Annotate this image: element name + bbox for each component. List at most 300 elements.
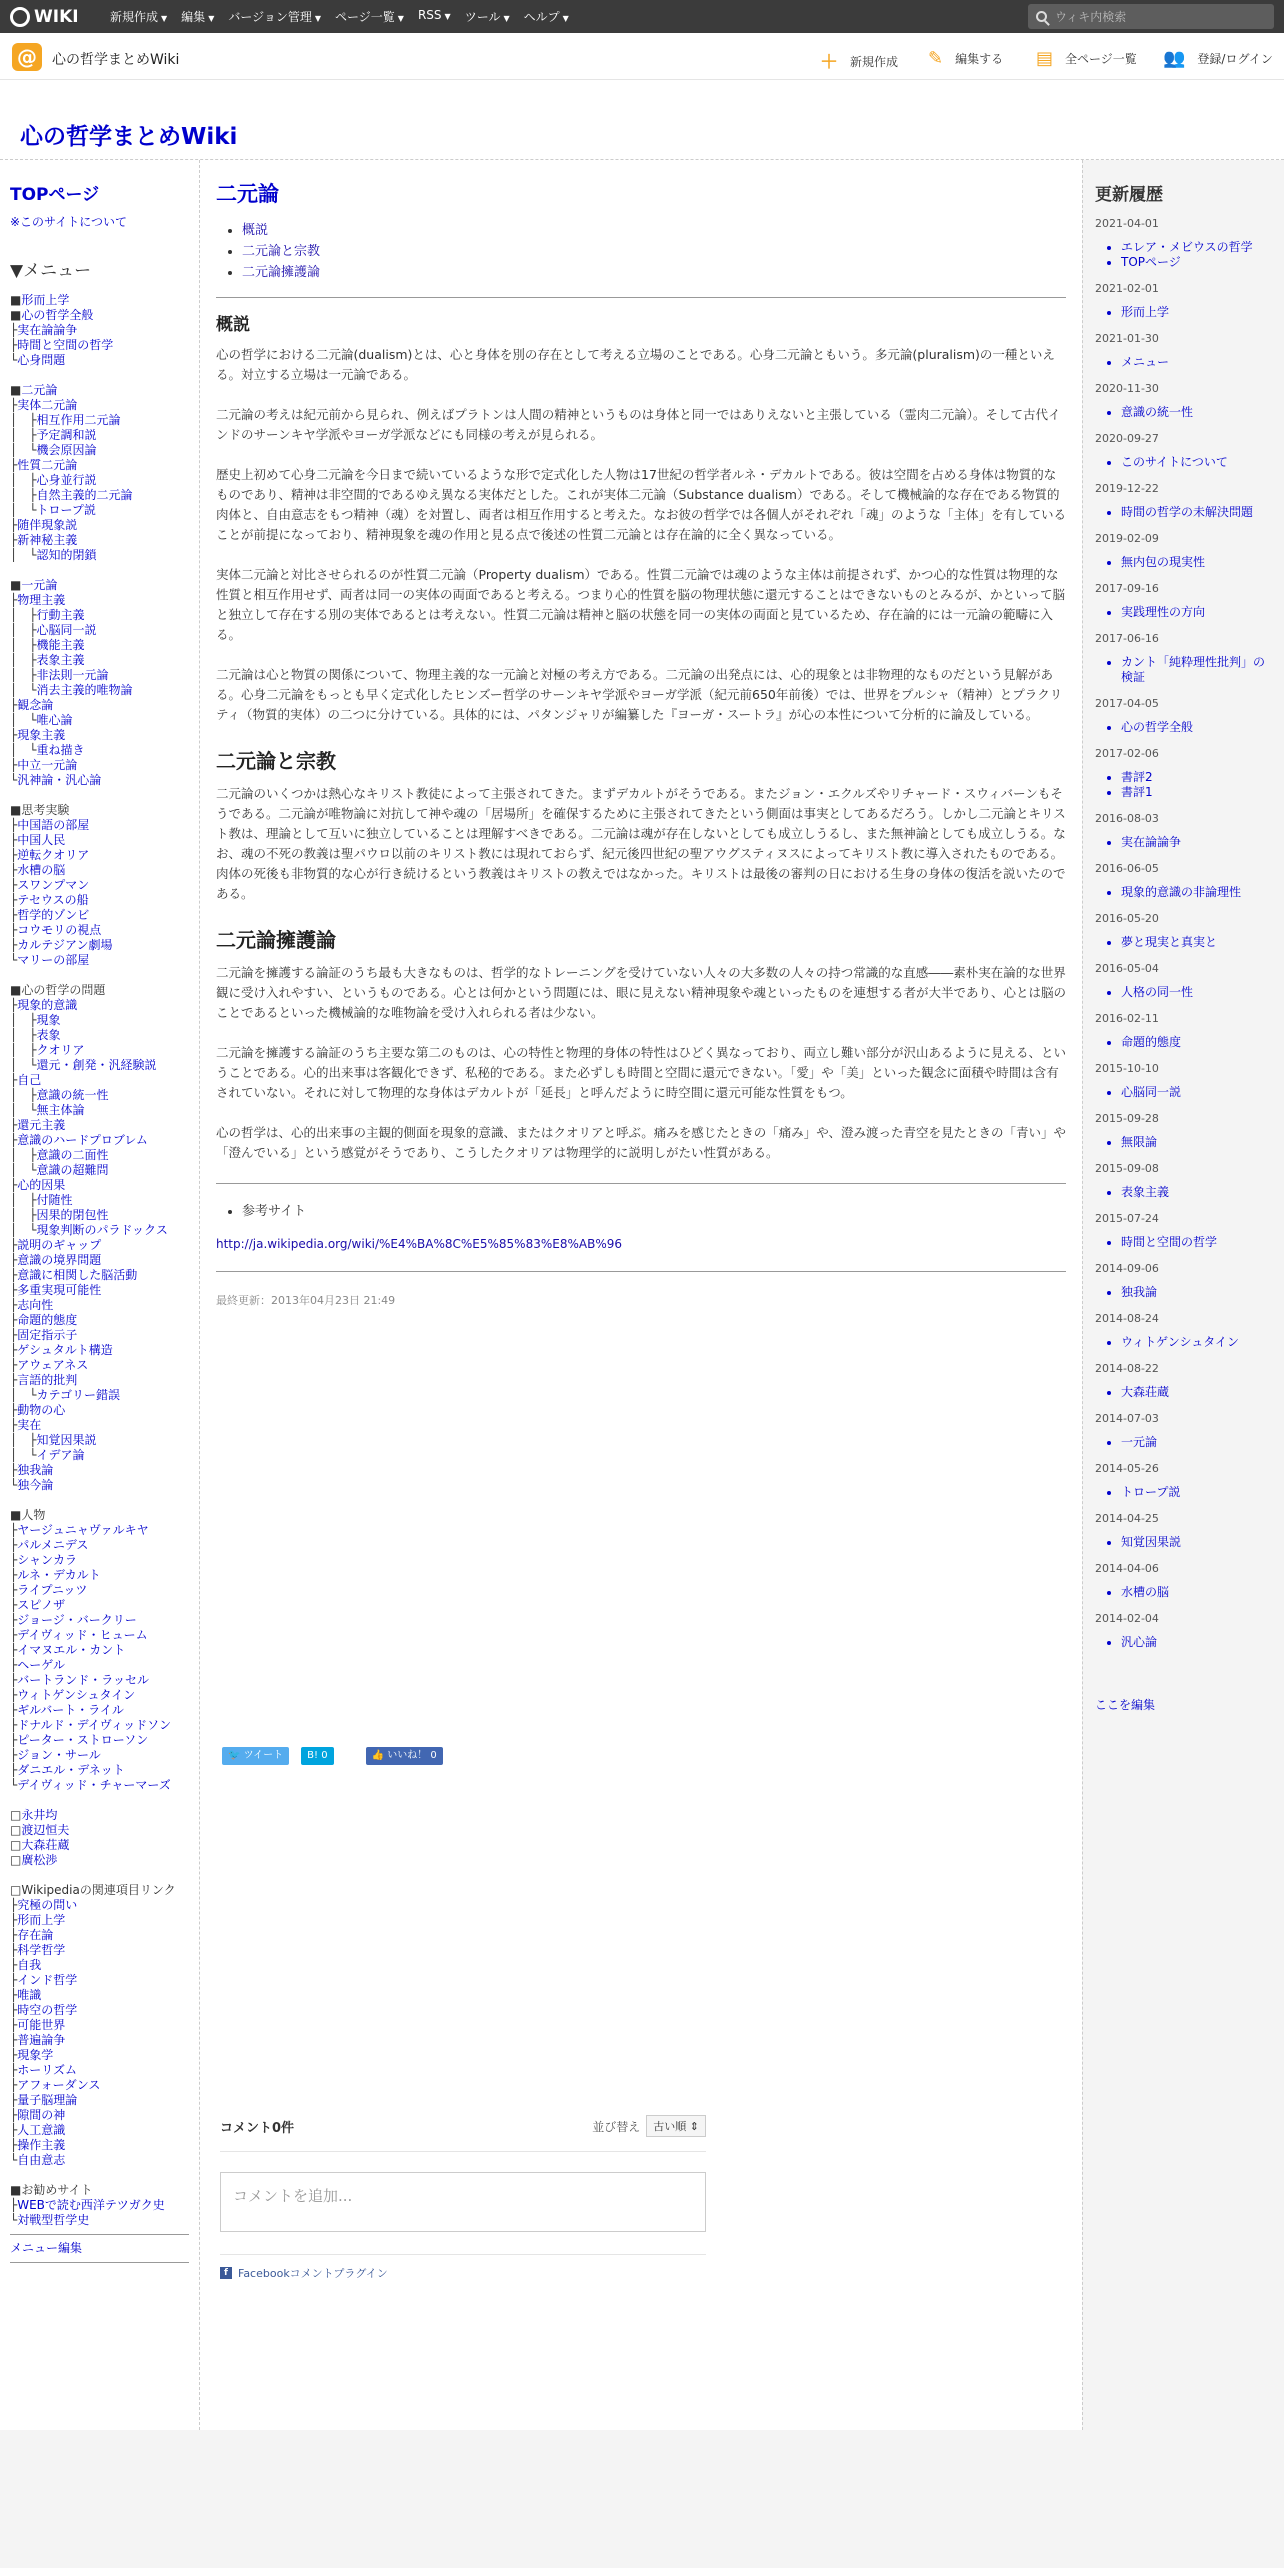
menu-edit-link[interactable]: メニュー編集	[10, 2241, 83, 2255]
menu-link[interactable]: 操作主義	[17, 2138, 66, 2152]
toc-item[interactable]: • 概説	[242, 220, 1066, 241]
dropdown-arrow-icon: ▼	[503, 14, 510, 23]
update-list	[1095, 1635, 1272, 1650]
menu-link[interactable]: 現象	[36, 1013, 61, 1027]
menu-link[interactable]: 現象判断のパラドックス	[36, 1223, 168, 1237]
menu-link[interactable]: 独今論	[17, 1478, 54, 1492]
update-link[interactable]: • トロープ説	[1121, 1485, 1272, 1500]
wiki-subbar	[0, 33, 1284, 80]
menu-tree-label: ├	[10, 1763, 18, 1777]
menu-link[interactable]: デイヴィッド・ヒューム	[17, 1628, 148, 1642]
menu-link[interactable]: 自由意志	[17, 2153, 66, 2167]
menu-link[interactable]: パルメニデス	[17, 1538, 89, 1552]
search-icon	[1036, 11, 1047, 22]
menu-link[interactable]: 知覚因果説	[36, 1433, 97, 1447]
menu-link[interactable]: 心の哲学全般	[21, 308, 94, 322]
menu-link[interactable]: 形而上学	[17, 1913, 66, 1927]
menu-tree-label: ├	[10, 1313, 18, 1327]
menu-tree-label: │ ├	[10, 1433, 37, 1447]
menu-tree-label: ├	[10, 1238, 18, 1252]
menu-tree-label: ├	[10, 1553, 18, 1567]
menu-link[interactable]: 永井均	[21, 1808, 58, 1822]
menu-tree-label: │ └	[10, 743, 37, 757]
menu-tree-label: ├	[10, 1598, 18, 1612]
update-link[interactable]: • 無限論	[1121, 1135, 1272, 1150]
menu-tree-label: ├	[10, 1928, 18, 1942]
menu-tree-row	[10, 1433, 189, 1448]
menu-link[interactable]: 哲学的ゾンビ	[17, 908, 90, 922]
update-link[interactable]: • 汎心論	[1121, 1635, 1272, 1650]
comment-input[interactable]: コメントを追加...	[220, 2172, 706, 2232]
update-link[interactable]: • メニュー	[1121, 355, 1272, 370]
menu-link[interactable]: 実在論論争	[17, 323, 78, 337]
menu-tree-row	[10, 1868, 189, 1883]
menu-tree-row	[10, 1958, 189, 1973]
edit-page-button[interactable]: ✎ 編集する	[928, 48, 1004, 69]
menu-tree-row	[10, 2003, 189, 2018]
menu-tree-label: └	[10, 2153, 18, 2167]
menu-link[interactable]: WEBで読む西洋テツガク史	[17, 2198, 165, 2212]
menu-link[interactable]: 量子脳理論	[17, 2093, 78, 2107]
menu-tree-row	[10, 1028, 189, 1043]
sort-arrows-icon: ⇕	[689, 2120, 699, 2133]
menu-link[interactable]: 大森荘蔵	[21, 1838, 70, 1852]
update-link[interactable]: • 知覚因果説	[1121, 1535, 1272, 1550]
page-title: 二元論	[216, 182, 279, 206]
menu-tree-label: │ └	[10, 713, 37, 727]
top-menu-1[interactable]: 編集 ▼	[181, 10, 215, 24]
update-link[interactable]: • 書評2	[1121, 770, 1272, 785]
right-sidebar	[1082, 160, 1284, 2430]
menu-link[interactable]: シャンカラ	[17, 1553, 77, 1567]
menu-tree-row	[10, 728, 189, 743]
update-date: 2014-04-06	[1095, 1562, 1159, 1575]
menu-link[interactable]: アフォーダンス	[17, 2078, 101, 2092]
menu-tree-row	[10, 1313, 189, 1328]
menu-link[interactable]: 表象	[36, 1028, 61, 1042]
menu-tree-row	[10, 1943, 189, 1958]
menu-link[interactable]: 随伴現象説	[17, 518, 78, 532]
menu-tree-label: │ ├	[10, 638, 37, 652]
menu-tree-label: ├	[10, 1358, 18, 1372]
menu-tree-row	[10, 2213, 189, 2228]
menu-link[interactable]: 新神秘主義	[17, 533, 78, 547]
update-link[interactable]: • 一元論	[1121, 1435, 1272, 1450]
menu-link[interactable]: 命題的態度	[17, 1313, 78, 1327]
menu-link[interactable]: 非法則一元論	[36, 668, 109, 682]
menu-link[interactable]: 動物の心	[17, 1403, 66, 1417]
menu-link[interactable]: 因果的閉包性	[36, 1208, 109, 1222]
menu-tree-row	[10, 1328, 189, 1343]
menu-tree-row	[10, 818, 189, 833]
menu-link[interactable]: ライプニッツ	[17, 1583, 88, 1597]
menu-link[interactable]: コウモリの視点	[17, 923, 102, 937]
all-pages-button[interactable]: ▤ 全ページ一覧	[1036, 48, 1137, 69]
menu-tree-label: ├	[10, 1073, 18, 1087]
menu-link[interactable]: 形而上学	[21, 293, 70, 307]
facebook-like-button[interactable]: 👍 いいね！ 0	[366, 1747, 443, 1765]
update-list	[1095, 1385, 1272, 1400]
update-link[interactable]: • 水槽の脳	[1121, 1585, 1272, 1600]
menu-tree-label: ├	[10, 1463, 18, 1477]
menu-link[interactable]: 中立一元論	[17, 758, 78, 772]
menu-link[interactable]: 人工意識	[17, 2123, 66, 2137]
update-date: 2016-08-03	[1095, 812, 1159, 825]
recent-updates-heading: 更新履歴	[1095, 185, 1163, 205]
dropdown-arrow-icon: ▼	[208, 14, 215, 23]
update-list	[1095, 605, 1272, 620]
update-link[interactable]: • 独我論	[1121, 1285, 1272, 1300]
menu-link[interactable]: 存在論	[17, 1928, 54, 1942]
reference-list	[216, 1200, 1066, 1219]
section-heading: 二元論と宗教	[216, 749, 336, 773]
update-list	[1095, 1585, 1272, 1600]
edit-sidebar-link[interactable]: ここを編集	[1095, 1698, 1156, 1712]
dropdown-arrow-icon: ▼	[314, 14, 322, 23]
menu-link[interactable]: ゲシュタルト構造	[17, 1343, 113, 1357]
menu-tree-row	[10, 1838, 189, 1853]
menu-tree-row	[10, 1883, 189, 1898]
update-list	[1095, 720, 1272, 735]
update-link[interactable]: • カント「純粋理性批判」の検証	[1121, 655, 1272, 685]
menu-link[interactable]: アウェアネス	[17, 1358, 89, 1372]
menu-tree-label: └	[10, 1478, 18, 1492]
menu-link[interactable]: 究極の問い	[17, 1898, 78, 1912]
top-menu-4[interactable]: RSS ▼	[417, 8, 451, 22]
toc-item[interactable]: • 二元論擁護論	[242, 262, 1066, 283]
update-link[interactable]: • 形而上学	[1121, 305, 1272, 320]
dropdown-arrow-icon: ▼	[397, 14, 404, 23]
update-list	[1095, 885, 1272, 900]
menu-tree-row	[10, 1448, 189, 1463]
menu-tree-label: │ └	[10, 443, 37, 457]
menu-link[interactable]: 現象的意識	[17, 998, 78, 1012]
menu-link[interactable]: 表象主義	[36, 653, 85, 667]
menu-link[interactable]: 隙間の神	[17, 2108, 66, 2122]
update-date: 2014-07-03	[1095, 1412, 1159, 1425]
menu-link[interactable]: 還元・創発・汎経験説	[36, 1058, 157, 1072]
menu-link[interactable]: 行動主義	[36, 608, 85, 622]
menu-tree-row	[10, 833, 189, 848]
menu-link[interactable]: 観念論	[17, 698, 54, 712]
menu-tree-label: │ ├	[10, 1013, 37, 1027]
menu-tree-label: ├	[10, 1373, 18, 1387]
menu-link[interactable]: 中国人民	[17, 833, 66, 847]
menu-link[interactable]: 時間と空間の哲学	[17, 338, 114, 352]
menu-link[interactable]: 意識の統一性	[36, 1088, 109, 1102]
menu-link[interactable]: 時空の哲学	[17, 2003, 78, 2017]
new-page-button[interactable]: ＋ 新規作成	[820, 48, 898, 74]
left-sidebar	[0, 160, 200, 2430]
menu-link[interactable]: 言語的批判	[17, 1373, 78, 1387]
menu-link[interactable]: 付随性	[36, 1193, 73, 1207]
menu-link[interactable]: 相互作用二元論	[36, 413, 121, 427]
menu-tree-label: ├	[10, 1718, 18, 1732]
menu-heading: ▼メニュー	[10, 261, 92, 281]
search-input[interactable]: ウィキ内検索	[1028, 4, 1274, 29]
menu-link[interactable]: ダニエル・デネット	[17, 1763, 125, 1777]
menu-link[interactable]: ジョージ・バークリー	[17, 1613, 137, 1627]
section-paragraph: 二元論のいくつかは熱心なキリスト教徒によって主張されてきた。まずデカルトがそうである。またジョン・エクルズやリチャード・スウィバーンもそうである。二元論が唯物論に対抗して神や魂の「居場所」を確保するために主張されてきたという側面は事実としてあるだろう。しかし二元論とキリスト教は、理論として互いに独立していることは理解すべきである。二元論は魂が存在しないとしても成立しうるし、また無神論としても成立しうる。なお、魂の不死の教義は聖パウロ以前のキリスト教には現れておらず、紀元後四世紀の聖アウグスティヌスによってキリスト教に導入されたものである。肉体の死後も非物質的な心が行き続けるという教義はキリストの教えではなかった。キリストは最後の審判の日における生身の身体の復活を説いたのである。	[216, 786, 1066, 901]
update-list	[1095, 1235, 1272, 1250]
update-date: 2017-04-05	[1095, 697, 1159, 710]
menu-tree-label: ■	[10, 578, 22, 592]
menu-link[interactable]: 意識の超難問	[36, 1163, 109, 1177]
menu-tree-label: ├	[10, 893, 18, 907]
menu-link[interactable]: 多重実現可能性	[17, 1283, 102, 1297]
top-menu-6[interactable]: ヘルプ ▼	[523, 10, 569, 24]
menu-link[interactable]: 可能世界	[17, 2018, 66, 2032]
menu-tree-row	[10, 1538, 189, 1553]
site-logo-icon[interactable]: @	[12, 43, 42, 71]
menu-link[interactable]: ヤージュニャヴァルキヤ	[17, 1523, 149, 1537]
menu-link[interactable]: 志向性	[17, 1298, 54, 1312]
update-link[interactable]: • 心脳同一説	[1121, 1085, 1272, 1100]
toc-item[interactable]: • 二元論と宗教	[242, 241, 1066, 262]
update-link[interactable]: • 無内包の現実性	[1121, 555, 1272, 570]
menu-tree-label: ├	[10, 1643, 18, 1657]
menu-tree-label: ├	[10, 2138, 18, 2152]
menu-tree-row	[10, 788, 189, 803]
update-list	[1095, 505, 1272, 520]
update-link[interactable]: • 時間の哲学の未解決問題	[1121, 505, 1272, 520]
update-link[interactable]: • 実在論論争	[1121, 835, 1272, 850]
menu-tree-row	[10, 398, 189, 413]
update-date: 2016-05-04	[1095, 962, 1159, 975]
update-link[interactable]: • ウィトゲンシュタイン	[1121, 1335, 1272, 1350]
menu-tree-row	[10, 653, 189, 668]
update-date: 2020-11-30	[1095, 382, 1159, 395]
update-link[interactable]: • 書評1	[1121, 785, 1272, 800]
update-date: 2017-06-16	[1095, 632, 1159, 645]
menu-tree-label: └	[10, 2213, 18, 2227]
menu-link[interactable]: 実体二元論	[17, 398, 78, 412]
update-date: 2015-10-10	[1095, 1062, 1159, 1075]
menu-link[interactable]: 還元主義	[17, 1118, 66, 1132]
menu-link[interactable]: 心的因果	[17, 1178, 66, 1192]
menu-link[interactable]: カルテジアン劇場	[17, 938, 113, 952]
update-date: 2014-09-06	[1095, 1262, 1159, 1275]
update-link[interactable]: • 夢と現実と真実と	[1121, 935, 1272, 950]
menu-tree-row	[10, 1598, 189, 1613]
menu-link[interactable]: 機能主義	[36, 638, 85, 652]
menu-link[interactable]: スワンプマン	[17, 878, 90, 892]
menu-link[interactable]: 実在	[17, 1418, 42, 1432]
top-menu-3[interactable]: ページ一覧 ▼	[335, 10, 404, 24]
menu-tree-label: ├	[10, 1133, 18, 1147]
menu-link[interactable]: クオリア	[36, 1043, 85, 1057]
menu-link[interactable]: 自然主義的二元論	[36, 488, 133, 502]
menu-link[interactable]: 機会原因論	[36, 443, 97, 457]
menu-tree-row	[10, 1658, 189, 1673]
about-site-link[interactable]: ※このサイトについて	[10, 215, 127, 229]
menu-tree-label: ├	[10, 833, 18, 847]
menu-link[interactable]: ピーター・ストローソン	[17, 1733, 149, 1747]
menu-link[interactable]: 認知的閉鎖	[36, 548, 97, 562]
top-menu-2[interactable]: バージョン管理 ▼	[228, 10, 322, 24]
menu-link[interactable]: ヘーゲル	[17, 1658, 65, 1672]
menu-tree-label: ├	[10, 2198, 18, 2212]
menu-tree-row	[10, 2123, 189, 2138]
menu-tree-label: ├	[10, 1973, 18, 1987]
menu-tree-row	[10, 353, 189, 368]
menu-link[interactable]: ホーリズム	[17, 2063, 77, 2077]
update-link[interactable]: • エレア・メビウスの哲学	[1121, 240, 1272, 255]
menu-link[interactable]: 性質二元論	[17, 458, 78, 472]
reference-url-link[interactable]: http://ja.wikipedia.org/wiki/%E4%BA%8C%E5%85%83%E8%AB%96	[216, 1237, 622, 1251]
wiki-logo[interactable]: WIKI	[0, 0, 96, 33]
facebook-comments	[220, 2111, 706, 2281]
menu-link[interactable]: 自我	[17, 1958, 42, 1972]
site-name[interactable]: 心の哲学まとめWiki	[52, 52, 180, 68]
menu-tree-label: ├	[10, 533, 18, 547]
menu-link[interactable]: 廣松渉	[21, 1853, 58, 1867]
menu-link[interactable]: ルネ・デカルト	[17, 1568, 101, 1582]
table-of-contents	[216, 220, 1066, 283]
thumbs-up-icon: 👍	[371, 1750, 385, 1761]
menu-link[interactable]: 科学哲学	[17, 1943, 66, 1957]
update-link[interactable]: • 命題的態度	[1121, 1035, 1272, 1050]
menu-link[interactable]: テセウスの船	[17, 893, 89, 907]
top-page-link[interactable]: TOPページ	[10, 185, 100, 205]
menu-link[interactable]: 二元論	[21, 383, 58, 397]
menu-link[interactable]: 心身並行説	[36, 473, 97, 487]
menu-link[interactable]: インド哲学	[17, 1973, 78, 1987]
menu-link[interactable]: 普遍論争	[17, 2033, 66, 2047]
login-button[interactable]: 👥 登録/ログイン	[1163, 48, 1273, 69]
update-link[interactable]: • 実践理性の方向	[1121, 605, 1272, 620]
menu-tree-row	[10, 1238, 189, 1253]
menu-link[interactable]: 心身問題	[17, 353, 66, 367]
menu-link[interactable]: 水槽の脳	[17, 863, 66, 877]
menu-link[interactable]: 意識の境界問題	[17, 1253, 102, 1267]
menu-link[interactable]: 自己	[17, 1073, 42, 1087]
update-date: 2019-02-09	[1095, 532, 1159, 545]
menu-link[interactable]: 無主体論	[36, 1103, 85, 1117]
update-list	[1095, 1285, 1272, 1300]
menu-link[interactable]: デイヴィッド・チャーマーズ	[17, 1778, 171, 1792]
update-link[interactable]: • 人格の同一性	[1121, 985, 1272, 1000]
menu-tree-row	[10, 1643, 189, 1658]
twitter-icon: 🐦	[228, 1750, 241, 1761]
site-title-link[interactable]: 心の哲学まとめWiki	[20, 124, 238, 150]
menu-tree-label: □Wikipediaの関連項目リンク	[10, 1883, 176, 1897]
menu-tree-row	[10, 2078, 189, 2093]
menu-link[interactable]: 消去主義的唯物論	[36, 683, 133, 697]
menu-tree-row	[10, 1253, 189, 1268]
tweet-button[interactable]: 🐦 ツイート	[222, 1747, 289, 1765]
menu-tree-row	[10, 908, 189, 923]
top-menu-5[interactable]: ツール ▼	[464, 10, 510, 24]
menu-link[interactable]: イマヌエル・カント	[17, 1643, 126, 1657]
menu-link[interactable]: 独我論	[17, 1463, 54, 1477]
menu-link[interactable]: 中国語の部屋	[17, 818, 90, 832]
menu-link[interactable]: 重ね描き	[36, 743, 85, 757]
menu-link[interactable]: 心脳同一説	[36, 623, 97, 637]
menu-tree-label: ├	[10, 1268, 18, 1282]
update-link[interactable]: • 大森荘蔵	[1121, 1385, 1272, 1400]
menu-link[interactable]: ジョン・サール	[17, 1748, 101, 1762]
menu-link[interactable]: 対戦型哲学史	[17, 2213, 90, 2227]
menu-link[interactable]: 渡辺恒夫	[21, 1823, 70, 1837]
menu-link[interactable]: 意識の二面性	[36, 1148, 109, 1162]
menu-link[interactable]: ギルバート・ライル	[17, 1703, 124, 1717]
menu-tree-label: ■心の哲学の問題	[10, 983, 106, 997]
menu-link[interactable]: 説明のギャップ	[17, 1238, 102, 1252]
update-list	[1095, 405, 1272, 420]
top-menu-0[interactable]: 新規作成 ▼	[110, 10, 168, 24]
menu-link[interactable]: 唯識	[17, 1988, 42, 2002]
menu-link[interactable]: 固定指示子	[17, 1328, 78, 1342]
update-link[interactable]: • TOPページ	[1121, 255, 1272, 270]
menu-tree-row	[10, 1703, 189, 1718]
facebook-icon: f	[220, 2267, 232, 2279]
update-list	[1095, 770, 1272, 800]
menu-tree-label: ■人物	[10, 1508, 46, 1522]
update-link[interactable]: • 心の哲学全般	[1121, 720, 1272, 735]
menu-link[interactable]: 物理主義	[17, 593, 66, 607]
menu-tree-row	[10, 1568, 189, 1583]
menu-tree-row	[10, 983, 189, 998]
update-date: 2017-02-06	[1095, 747, 1159, 760]
menu-link[interactable]: カテゴリー錯誤	[36, 1388, 120, 1402]
menu-link[interactable]: 逆転クオリア	[17, 848, 90, 862]
sort-select[interactable]: 古い順 ⇕	[646, 2115, 706, 2137]
menu-tree-label: └	[10, 953, 18, 967]
menu-link[interactable]: 予定調和説	[36, 428, 97, 442]
menu-link[interactable]: 一元論	[21, 578, 58, 592]
update-link[interactable]: • このサイトについて	[1121, 455, 1272, 470]
menu-tree-row	[10, 938, 189, 953]
menu-tree-row	[10, 2198, 189, 2213]
menu-tree-row	[10, 758, 189, 773]
update-list	[1095, 985, 1272, 1000]
menu-link[interactable]: 現象学	[17, 2048, 54, 2062]
menu-link[interactable]: 汎神論・汎心論	[17, 773, 102, 787]
menu-tree-row	[10, 1058, 189, 1073]
menu-link[interactable]: イデア論	[36, 1448, 85, 1462]
update-link[interactable]: • 表象主義	[1121, 1185, 1272, 1200]
menu-tree-row	[10, 668, 189, 683]
menu-link[interactable]: 意識に相関した脳活動	[17, 1268, 138, 1282]
menu-link[interactable]: バートランド・ラッセル	[17, 1673, 149, 1687]
menu-tree-row	[10, 578, 189, 593]
menu-link[interactable]: 意識のハードプロブレム	[17, 1133, 148, 1147]
menu-tree-row	[10, 1583, 189, 1598]
update-link[interactable]: • 意識の統一性	[1121, 405, 1272, 420]
menu-tree-row	[10, 1673, 189, 1688]
update-list	[1095, 305, 1272, 320]
menu-link[interactable]: トロープ説	[36, 503, 96, 517]
menu-link[interactable]: 現象主義	[17, 728, 66, 742]
menu-tree-label: ├	[10, 923, 18, 937]
menu-tree-label: ├	[10, 758, 18, 772]
menu-tree-label: ├	[10, 1523, 18, 1537]
facebook-plugin-link[interactable]: f Facebookコメントプラグイン	[220, 2265, 706, 2281]
menu-link[interactable]: 唯心論	[36, 713, 73, 727]
update-link[interactable]: • 時間と空間の哲学	[1121, 1235, 1272, 1250]
menu-link[interactable]: スピノザ	[17, 1598, 66, 1612]
menu-link[interactable]: ドナルド・デイヴィッドソン	[17, 1718, 172, 1732]
menu-tree-label: │ └	[10, 683, 37, 697]
menu-tree-row	[10, 323, 189, 338]
update-link[interactable]: • 現象的意識の非論理性	[1121, 885, 1272, 900]
hatena-bookmark-button[interactable]: B! 0	[301, 1747, 333, 1765]
menu-link[interactable]: ウィトゲンシュタイン	[17, 1688, 136, 1702]
menu-link[interactable]: マリーの部屋	[17, 953, 90, 967]
menu-tree-row	[10, 773, 189, 788]
update-date: 2016-05-20	[1095, 912, 1159, 925]
